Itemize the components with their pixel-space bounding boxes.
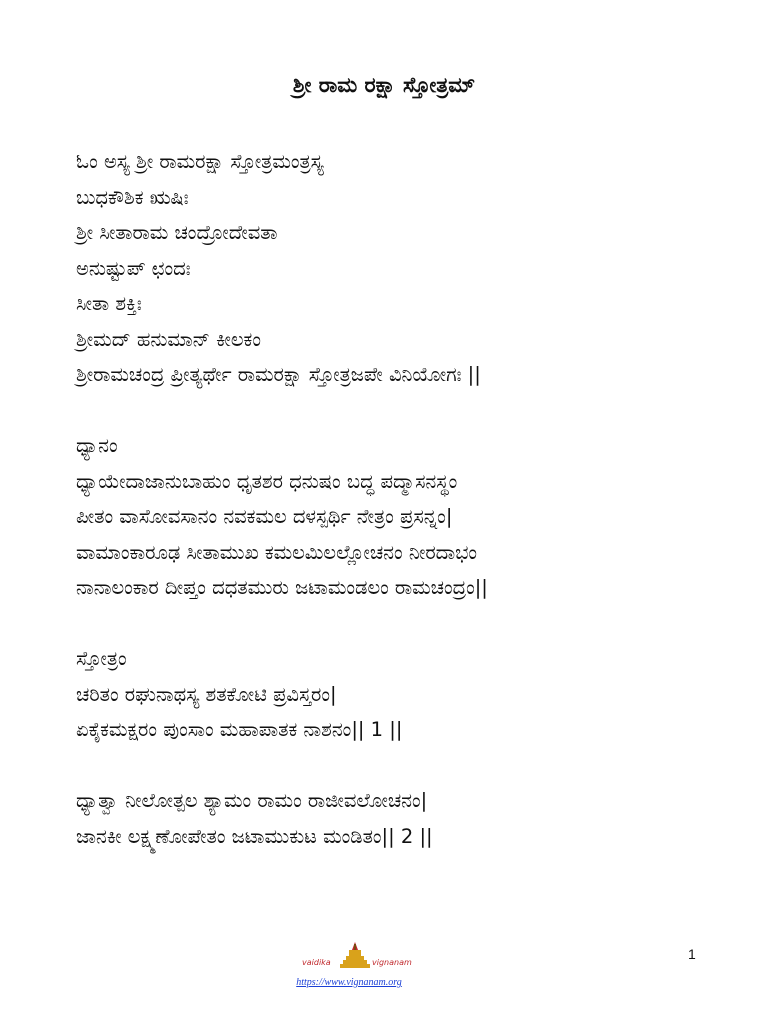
- verse-2-block: [76, 783, 736, 854]
- logo-text-left: vaidika: [302, 958, 331, 967]
- verse-line: ಓಂ ಅಸ್ಯ ಶ್ರೀ ರಾಮರಕ್ಷಾ ಸ್ತೋತ್ರಮಂತ್ರಸ್ಯ: [76, 150, 324, 173]
- verse-line: ಧ್ಯಾಯೇದಾಜಾನುಬಾಹುಂ ಧೃತಶರ ಧನುಷಂ ಬದ್ಧ ಪದ್ಮಾಸನಸ್ಥಂ: [76, 469, 458, 493]
- verse-line: ಶ್ರೀಮದ್ ಹನುಮಾನ್ ಕೀಲಕಂ: [76, 327, 261, 351]
- verse-line: ಬುಧಕೌಶಿಕ ಋಷಿಃ: [76, 185, 189, 209]
- verse-line: ವಾಮಾಂಕಾರೂಢ ಸೀತಾಮುಖ ಕಮಲಮಿಲಲ್ಲೋಚನಂ ನೀರದಾಭಂ: [76, 540, 478, 564]
- verse-line: ಸೀತಾ ಶಕ್ತಿಃ: [76, 292, 142, 315]
- logo-text-right: vignanam: [372, 958, 412, 967]
- verse-line: ಶ್ರೀರಾಮಚಂದ್ರ ಪ್ರೀತ್ಯರ್ಥೇ ರಾಮರಕ್ಷಾ ಸ್ತೋತ್ರಜಪೇ ವಿನಿಯೋಗಃ ||: [76, 363, 481, 386]
- verse-line: ಶ್ರೀ ಸೀತಾರಾಮ ಚಂದ್ರೋದೇವತಾ: [76, 221, 278, 244]
- section-heading: ಧ್ಯಾನಂ: [76, 434, 118, 457]
- verse-line: ಚರಿತಂ ರಘುನಾಥಸ್ಯ ಶತಕೋಟಿ ಪ್ರವಿಸ್ತರಂ|: [76, 682, 337, 706]
- verse-line: ಪೀತಂ ವಾಸೋವಸಾನಂ ನವಕಮಲ ದಳಸ್ಪರ್ಥಿ ನೇತ್ರಂ ಪ್ರಸನ್ನಂ|: [76, 505, 453, 528]
- vaidika-vignanam-logo: [300, 940, 410, 976]
- verse-line: ಜಾನಕೀ ಲಕ್ಷ್ಮಣೋಪೇತಂ ಜಟಾಮುಕುಟ ಮಂಡಿತಂ|| 2 ||: [76, 824, 433, 848]
- verse-line: ನಾನಾಲಂಕಾರ ದೀಪ್ತಂ ದಧತಮುರು ಜಟಾಮಂಡಲಂ ರಾಮಚಂದ್ರಂ||: [76, 576, 488, 599]
- section-heading: ಸ್ತೋತ್ರಂ: [76, 647, 127, 670]
- verse-line: ಧ್ಯಾತ್ವಾ ನೀಲೋತ್ಪಲ ಶ್ಯಾಮಂ ರಾಮಂ ರಾಜೀವಲೋಚನಂ|: [76, 789, 428, 812]
- page-title: ಶ್ರೀ ರಾಮ ರಕ್ಷಾ ಸ್ತೋತ್ರಮ್: [292, 73, 476, 97]
- stotram-block: [76, 641, 736, 748]
- page-number: 1: [688, 946, 696, 962]
- dhyanam-block: [76, 428, 736, 606]
- stotram-body: [76, 144, 736, 890]
- viniyoga-block: [76, 144, 736, 393]
- website-link[interactable]: https://www.vignanam.org: [296, 977, 402, 988]
- verse-line: ಏಕೈಕಮಕ್ಷರಂ ಪುಂಸಾಂ ಮಹಾಪಾತಕ ನಾಶನಂ|| 1 ||: [76, 718, 403, 741]
- verse-line: ಅನುಷ್ಟುಪ್ ಛಂದಃ: [76, 256, 191, 280]
